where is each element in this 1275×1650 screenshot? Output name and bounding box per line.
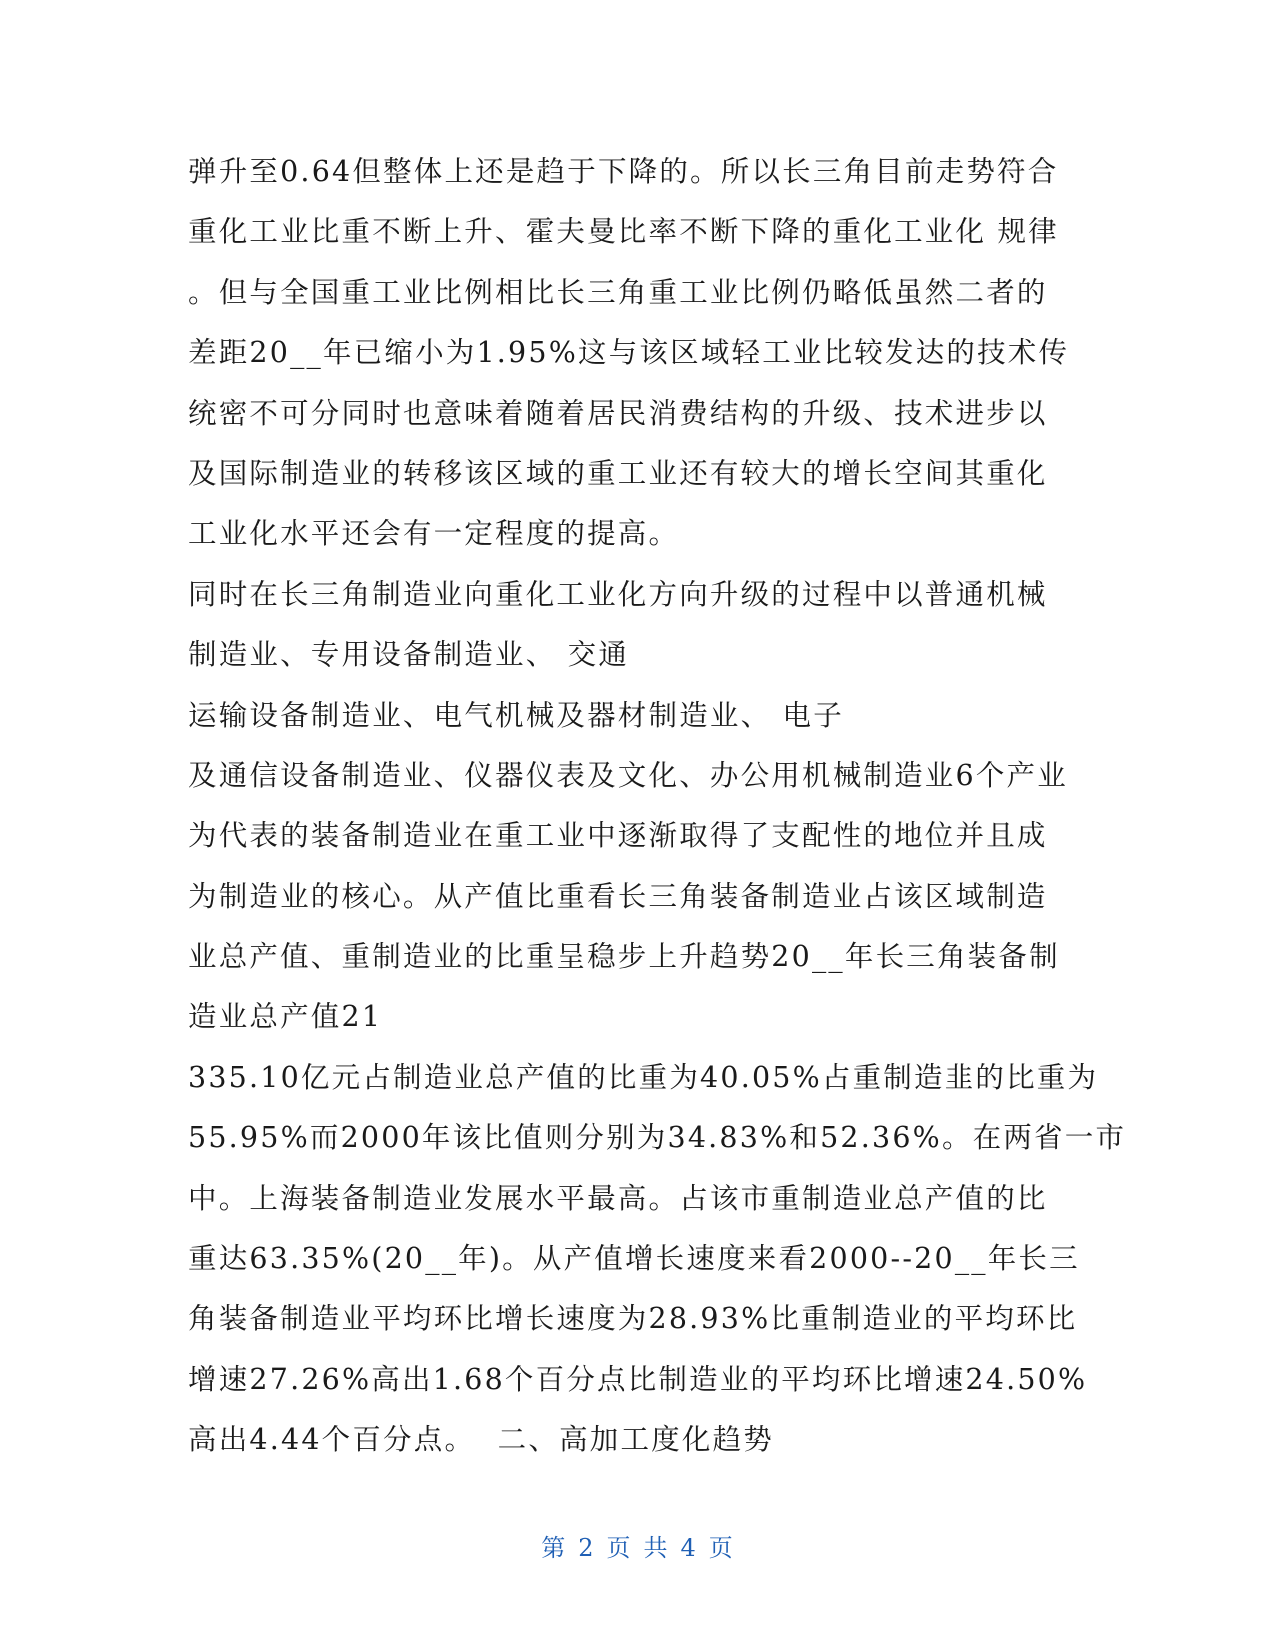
text-line: 及国际制造业的转移该区域的重工业还有较大的增长空间其重化 [188,456,1048,490]
text-line: 高出4.44个百分点。 二、高加工度化趋势 [188,1423,774,1457]
text-line: 重化工业比重不断上升、霍夫曼比率不断下降的重化工业化 规律 [188,215,1059,249]
text-line: 制造业、专用设备制造业、 交通 [188,638,630,672]
text-line: 为代表的装备制造业在重工业中逐渐取得了支配性的地位并且成 [188,819,1048,853]
text-line: 同时在长三角制造业向重化工业化方向升级的过程中以普通机械 [188,577,1048,611]
text-line: 弹升至0.64但整体上还是趋于下降的。所以长三角目前走势符合 [188,155,1059,188]
text-line: 为制造业的核心。从产值比重看长三角装备制造业占该区域制造 [188,879,1048,913]
text-line: 差距20__年已缩小为1.95%这与该区域轻工业比较发达的技术传 [188,336,1070,370]
page-number: 2 [578,1534,595,1562]
text-line: 重达63.35%(20__年)。从产值增长速度来看2000--20__年长三 [188,1242,1080,1276]
page-unit: 页 [606,1534,632,1562]
text-line: 角装备制造业平均环比增长速度为28.93%比重制造业的平均环比 [188,1302,1078,1336]
text-line: 及通信设备制造业、仪器仪表及文化、办公用机械制造业6个产业 [188,758,1068,792]
text-line: 造业总产值21 [188,1000,383,1034]
text-line: 。但与全国重工业比例相比长三角重工业比例仍略低虽然二者的 [188,275,1048,309]
text-line: 工业化水平还会有一定程度的提高。 [188,517,680,551]
text-line: 335.10亿元占制造业总产值的比重为40.05%占重制造韭的比重为 [188,1060,1099,1094]
total-label: 共 [643,1534,669,1562]
total-unit: 页 [708,1534,734,1562]
text-line: 增速27.26%高出1.68个百分点比制造业的平均环比增速24.50% [188,1362,1088,1396]
text-line: 55.95%而2000年该比值则分别为34.83%和52.36%。在两省一市 [188,1121,1127,1155]
total-pages: 4 [680,1534,697,1562]
page-label: 第 [541,1534,567,1562]
text-line: 中。上海装备制造业发展水平最高。占该市重制造业总产值的比 [188,1181,1048,1215]
body-text [188,142,1127,1471]
page-footer [0,1528,1275,1563]
text-line: 运输设备制造业、电气机械及器材制造业、 电子 [188,698,844,732]
text-line: 统密不可分同时也意味着随着居民消费结构的升级、技术进步以 [188,396,1048,430]
text-line: 业总产值、重制造业的比重呈稳步上升趋势20__年长三角装备制 [188,940,1060,974]
